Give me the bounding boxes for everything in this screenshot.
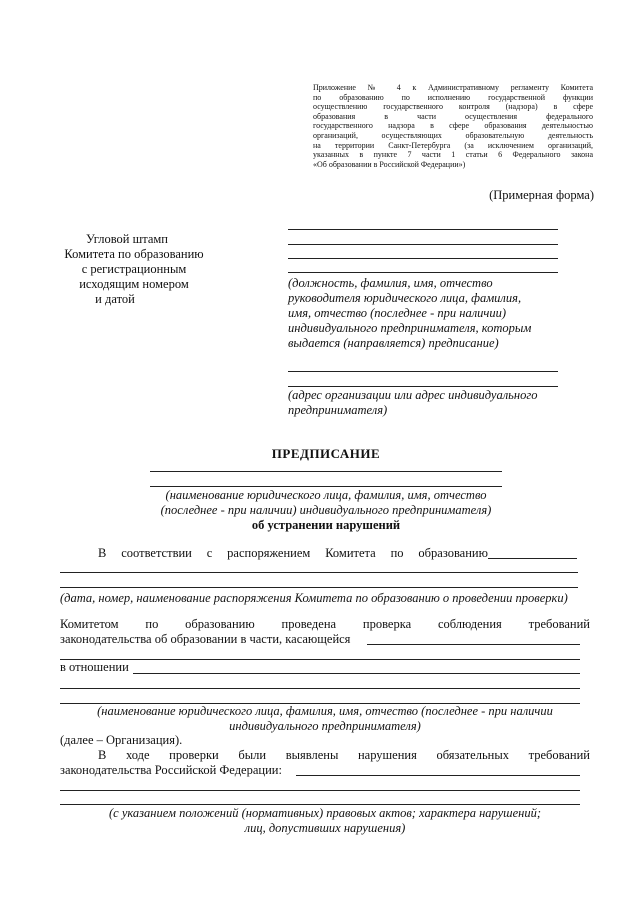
hint-line: руководителя юридического лица, фамилия, bbox=[288, 291, 522, 305]
corner-stamp bbox=[50, 232, 218, 307]
recipient-hint bbox=[288, 276, 578, 351]
recipient-line bbox=[288, 258, 558, 259]
violations-line bbox=[60, 790, 580, 791]
p1-word: распоряжением bbox=[227, 546, 311, 560]
violations-line bbox=[60, 804, 580, 805]
p2-line: Комитетом по образованию проведена проверка соблюдения требований bbox=[60, 617, 590, 631]
form-note: (Примерная форма) bbox=[489, 188, 594, 202]
hint-line: (с указанием положений (нормативных) правовых актов; характера нарушений; bbox=[108, 806, 542, 820]
recipient-line bbox=[288, 229, 558, 230]
hint-line: имя, отчество (последнее - при наличии) bbox=[288, 306, 507, 320]
order-hint: (дата, номер, наименование распоряжения Комитета по образованию о проведении проверки) bbox=[60, 591, 568, 605]
subject-line bbox=[150, 486, 502, 487]
regarding-line bbox=[133, 673, 580, 674]
stamp-line: и датой bbox=[95, 292, 135, 306]
order-line bbox=[60, 587, 578, 588]
hint-line: (последнее - при наличии) индивидуального предпринимателя) bbox=[160, 503, 492, 517]
hint-line: (наименование юридического лица, фамилия, имя, отчество (последнее - при наличии bbox=[97, 704, 553, 718]
address-line bbox=[288, 386, 558, 387]
p1-word: с bbox=[206, 546, 213, 560]
organization-note: (далее – Организация). bbox=[60, 733, 183, 747]
hint-line: (наименование юридического лица, фамилия, имя, отчество bbox=[165, 488, 487, 502]
address-line bbox=[288, 371, 558, 372]
hint-line: лиц, допустивших нарушения) bbox=[244, 821, 406, 835]
appendix-line: Приложение № 4 к Административному регламенту Комитета bbox=[313, 83, 593, 92]
appendix-line: указанных в пункте 7 части 1 статьи 6 Федерального закона bbox=[313, 150, 593, 160]
scope-line bbox=[60, 659, 580, 660]
subject-line bbox=[150, 471, 502, 472]
appendix-line: осуществлению государственного контроля (надзора) в сфере bbox=[313, 102, 593, 112]
p1-word: В bbox=[98, 546, 107, 560]
recipient-line bbox=[288, 244, 558, 245]
order-line bbox=[488, 558, 577, 559]
order-line bbox=[60, 572, 578, 573]
hint-line: (должность, фамилия, имя, отчество bbox=[288, 276, 493, 290]
hint-line: индивидуального предпринимателя) bbox=[229, 719, 421, 733]
violations-line bbox=[296, 775, 580, 776]
regarding-hint bbox=[60, 704, 590, 734]
hint-line: (адрес организации или адрес индивидуального bbox=[288, 388, 538, 402]
regarding-label: в отношении bbox=[60, 660, 129, 674]
p1-word: по bbox=[390, 546, 404, 560]
recipient-line bbox=[288, 272, 558, 273]
appendix-line: государственного надзора в сфере образования деятельностью bbox=[313, 121, 593, 131]
appendix-line: по образованию по исполнению государственной функции bbox=[313, 92, 593, 102]
appendix-line: «Об образовании в Российской Федерации») bbox=[313, 159, 466, 169]
stamp-line: исходящим номером bbox=[79, 277, 189, 291]
appendix-line: на территории Санкт-Петербурга (за исключением организаций, bbox=[313, 140, 593, 150]
document-title: ПРЕДПИСАНИЕ bbox=[271, 446, 381, 461]
stamp-line: Комитета по образованию bbox=[64, 247, 204, 261]
p1-word: образованию bbox=[418, 546, 488, 560]
scope-line bbox=[367, 644, 580, 645]
document-subtitle: об устранении нарушений bbox=[251, 518, 401, 532]
appendix-line: образования в части осуществления федерального bbox=[313, 111, 593, 121]
stamp-line: Угловой штамп bbox=[85, 232, 168, 246]
violations-hint bbox=[60, 806, 590, 836]
hint-line: индивидуального предпринимателя, которым bbox=[288, 321, 532, 335]
regarding-line bbox=[60, 688, 580, 689]
p1-line bbox=[98, 546, 488, 561]
p3-line: законодательства Российской Федерации: bbox=[60, 763, 282, 777]
address-hint bbox=[288, 388, 578, 418]
p3-line: В ходе проверки были выявлены нарушения обязательных требований bbox=[98, 748, 590, 762]
hint-line: предпринимателя) bbox=[288, 403, 388, 417]
stamp-line: с регистрационным bbox=[81, 262, 187, 276]
p2-line: законодательства об образовании в части, касающейся bbox=[60, 632, 351, 646]
p1-word: соответствии bbox=[121, 546, 192, 560]
appendix-line: организаций, осуществляющих образовательную деятельность bbox=[313, 130, 593, 140]
subject-hint bbox=[120, 488, 532, 518]
appendix-text bbox=[313, 83, 593, 169]
hint-line: выдается (направляется) предписание) bbox=[288, 336, 499, 350]
p1-word: Комитета bbox=[325, 546, 376, 560]
